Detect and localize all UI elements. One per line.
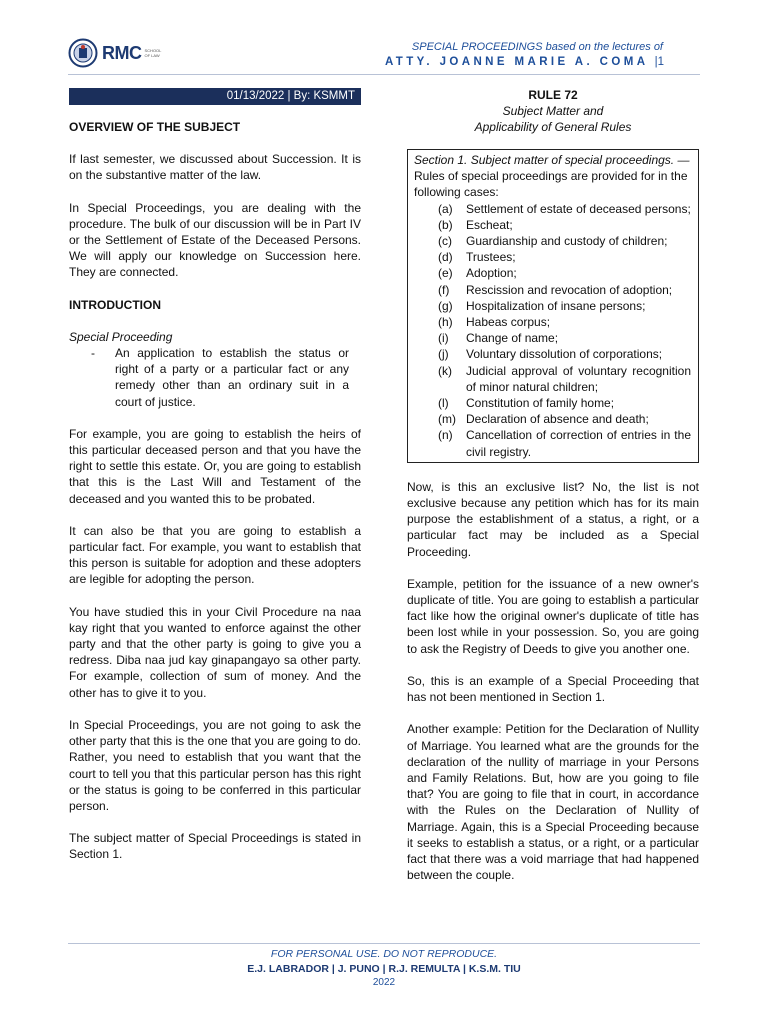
list-item-text: Cancellation of correction of entries in the civil registry. xyxy=(466,428,691,459)
paragraph: If last semester, we discussed about Succession. It is on the substantive matter of the law. xyxy=(69,152,361,183)
paragraph: Example, petition for the issuance of a new owner's duplicate of title. You are going to establish a particular fact like how the original owner's duplicate of title has been lost while in your possession. So, you are going to ask the Registry of Deeds to give you another one. xyxy=(407,576,699,656)
list-marker: (f) xyxy=(438,282,450,297)
list-marker: (i) xyxy=(438,331,449,346)
list-item xyxy=(414,282,691,298)
list-item xyxy=(414,298,691,314)
list-marker: (l) xyxy=(438,396,449,411)
lecturer-name: ATTY. JOANNE MARIE A. COMA xyxy=(384,56,648,68)
list-marker: (c) xyxy=(438,234,452,249)
footer-divider xyxy=(68,943,700,944)
seal-icon xyxy=(68,38,98,68)
list-item-text: Habeas corpus; xyxy=(466,315,551,330)
section-1-heading xyxy=(414,152,691,201)
section-heading-overview: OVERVIEW OF THE SUBJECT xyxy=(69,120,241,134)
definition-list xyxy=(69,345,361,410)
list-item xyxy=(414,249,691,265)
paragraph: So, this is an example of a Special Proceeding that has not been mentioned in Section 1. xyxy=(407,673,699,705)
list-item-text: Judicial approval of voluntary recognition of minor natural children; xyxy=(466,363,691,394)
list-item xyxy=(414,363,691,395)
list-item-text: Guardianship and custody of children; xyxy=(466,234,668,249)
rule-title: RULE 72 xyxy=(528,88,578,102)
section-1-box xyxy=(407,149,699,463)
header-subject-line: SPECIAL PROCEEDINGS based on the lectures of xyxy=(411,41,663,53)
list-marker: (d) xyxy=(438,250,453,265)
list-item-text: Declaration of absence and death; xyxy=(466,412,649,427)
header-lecturer-line xyxy=(385,56,664,68)
rule-subtitle-2: Applicability of General Rules xyxy=(474,120,632,134)
paragraph: For example, you are going to establish the heirs of this particular deceased person and that you have the right to settle this estate. Or, you are going to establish that this is the Last Will and Testament of the deceased and you wanted this to be probated. xyxy=(69,426,361,506)
list-marker: (k) xyxy=(438,363,452,378)
rule-subtitle-1: Subject Matter and xyxy=(502,104,604,118)
list-item xyxy=(414,314,691,330)
list-marker: (a) xyxy=(438,201,453,216)
cases-list xyxy=(414,201,691,460)
list-item xyxy=(414,330,691,346)
list-item xyxy=(414,411,691,427)
list-item xyxy=(414,265,691,281)
dash-bullet: - xyxy=(91,346,95,361)
list-item-text: Constitution of family home; xyxy=(466,396,615,411)
list-item xyxy=(414,217,691,233)
list-item xyxy=(414,395,691,411)
paragraph: The subject matter of Special Proceedings is stated in Section 1. xyxy=(69,831,361,862)
list-item-text: Adoption; xyxy=(466,266,517,281)
list-marker: (j) xyxy=(438,347,449,362)
page-separator: | xyxy=(654,56,658,68)
footer-notice: FOR PERSONAL USE. DO NOT REPRODUCE. xyxy=(270,948,498,960)
rmc-logo xyxy=(68,35,161,71)
list-item-text: Hospitalization of insane persons; xyxy=(466,298,646,313)
list-item xyxy=(414,233,691,249)
logo-wordmark: RMC xyxy=(102,42,142,63)
paragraph: Another example: Petition for the Declaration of Nullity of Marriage. You learned what are the grounds for the declaration of the nullity of marriage in your Persons and Family Relations. But, how are you going to file that? You are going to file that in court, in accordance with the Rules on the Declaration of Nullity of Marriage. Again, this is a Special Proceeding because it seeks to establish a status, or a right, or a particular fact that there was a void marriage that had happened between the couple. xyxy=(407,722,699,883)
list-item xyxy=(414,201,691,217)
paragraph: Now, is this an exclusive list? No, the list is not exclusive because any petition which has for its main purpose the establishment of a status, a right, or a particular fact may be included as a Special Proceeding. xyxy=(407,479,699,559)
logo-subtitle: SCHOOL OF LAW xyxy=(144,48,162,58)
list-marker: (e) xyxy=(438,266,453,281)
header-divider xyxy=(68,74,700,75)
list-marker: (g) xyxy=(438,298,453,313)
page-number: 1 xyxy=(657,56,664,68)
paragraph: In Special Proceedings, you are dealing with the procedure. The bulk of our discussion will be in Part IV or the Settlement of Estate of the Deceased Persons. We will apply our knowledge on Succession here. They are connected. xyxy=(69,200,361,280)
list-item-text: Escheat; xyxy=(466,217,513,232)
right-column xyxy=(407,88,699,883)
footer-authors: E.J. LABRADOR | J. PUNO | R.J. REMULTA | K.S.M. TIU xyxy=(247,963,521,975)
list-marker: (m) xyxy=(438,412,456,427)
date-author-bar: 01/13/2022 | By: KSMMT xyxy=(69,88,361,105)
section-1-caption: Section 1. Subject matter of special proceedings. — xyxy=(414,153,690,167)
definition-text: An application to establish the status or right of a party or a particular fact or any remedy other than an ordinary suit in a court of justice. xyxy=(115,346,349,409)
paragraph: You have studied this in your Civil Procedure na naa kay right that you wanted to enforce against the other party and that the other party is going to give you a redress. Diba naa jud kay ginapangayo sa other party. For example, collection of sum of money. And the other has to give it to you. xyxy=(69,604,361,700)
paragraph: It can also be that you are going to establish a particular fact. For example, you want to establish that this person is suitable for adoption and these adopters are legible for adopting the person. xyxy=(69,523,361,587)
page-header xyxy=(0,0,768,80)
list-item-text: Settlement of estate of deceased persons; xyxy=(466,201,691,216)
list-item-text: Change of name; xyxy=(466,331,559,346)
list-item xyxy=(414,427,691,459)
list-marker: (h) xyxy=(438,315,453,330)
list-item-text: Rescission and revocation of adoption; xyxy=(466,282,673,297)
term-heading: Special Proceeding xyxy=(69,329,173,344)
list-item-text: Trustees; xyxy=(466,250,516,265)
left-column xyxy=(69,88,361,863)
section-1-intro: Rules of special proceedings are provided for in the following cases: xyxy=(414,169,688,200)
list-item-text: Voluntary dissolution of corporations; xyxy=(466,347,663,362)
list-marker: (b) xyxy=(438,217,453,232)
paragraph: In Special Proceedings, you are not going to ask the other party that this is the one that you are going to do. Rather, you need to establish that you want that the court to tell you that this particular person has this right or the status is going to be conferred in this particular person. xyxy=(69,717,361,813)
list-item xyxy=(414,346,691,362)
section-heading-introduction: INTRODUCTION xyxy=(69,297,161,312)
list-marker: (n) xyxy=(438,428,453,443)
list-item xyxy=(69,345,361,410)
footer-year: 2022 xyxy=(372,977,396,988)
